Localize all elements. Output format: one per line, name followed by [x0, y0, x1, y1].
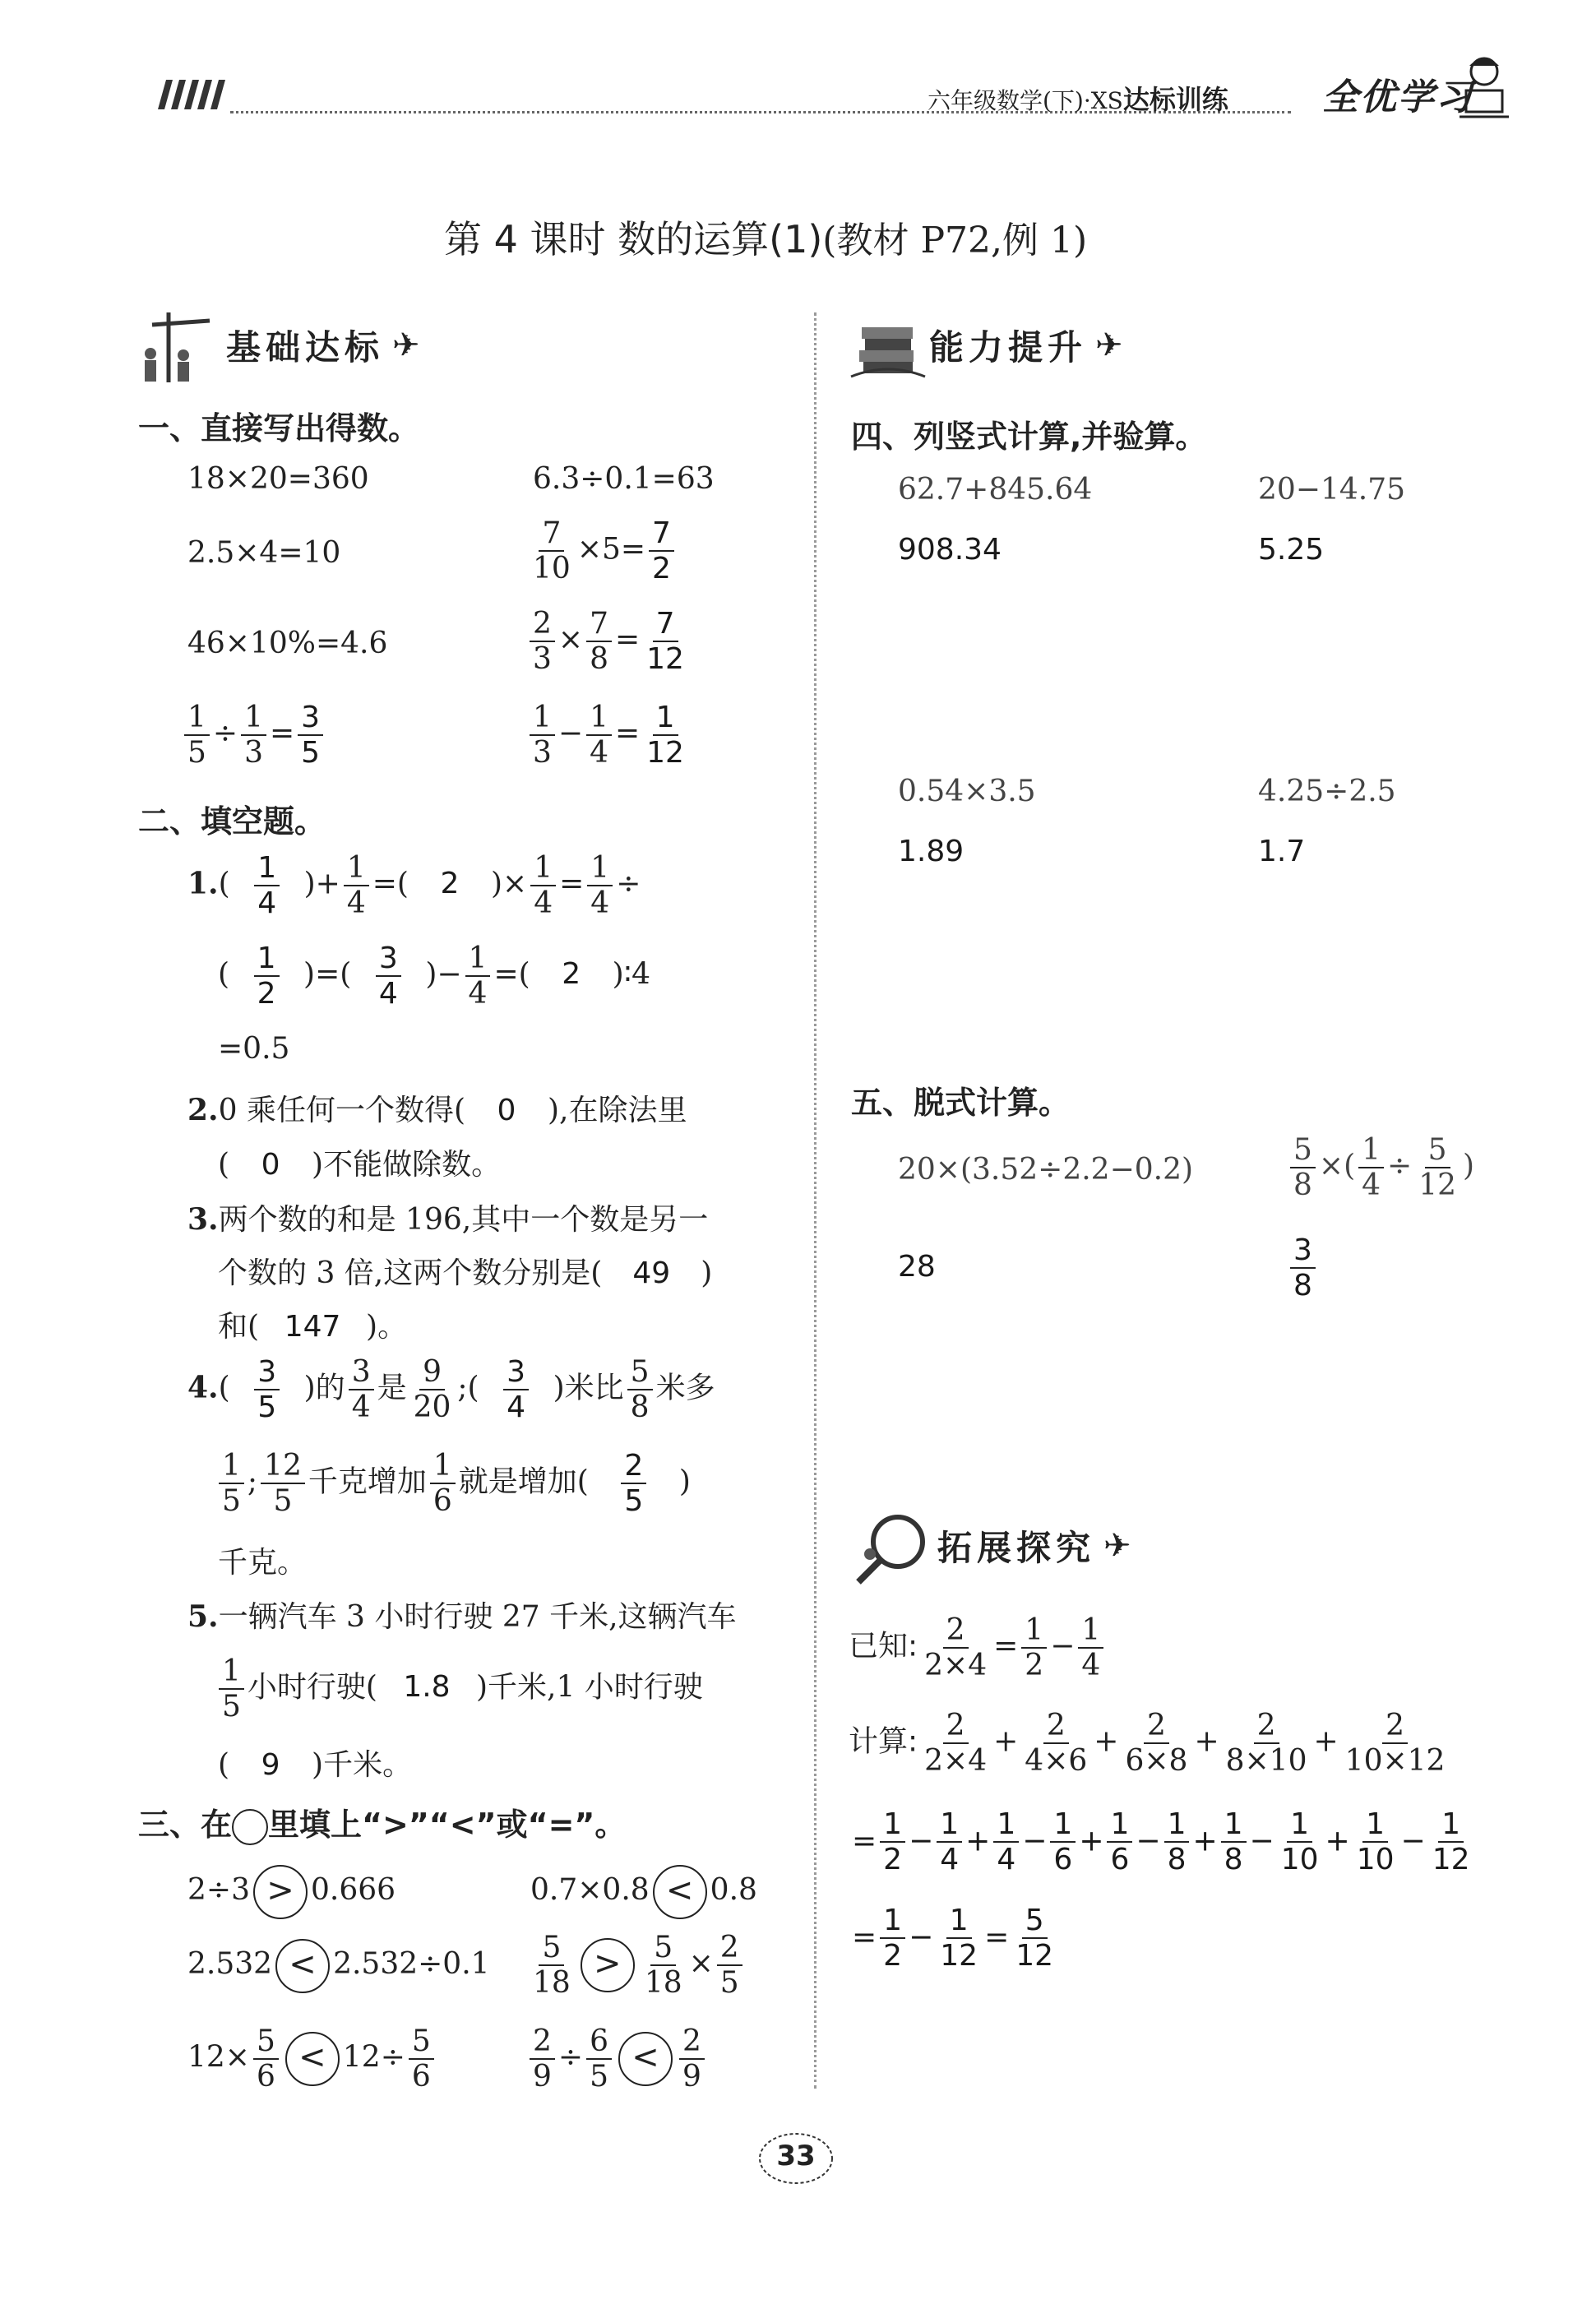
q4-p2: 20−14.75 [1258, 473, 1406, 507]
q4-a1: 908.34 [898, 533, 1002, 567]
header-subtitle: 六年级数学(下)·XS达标训练 [928, 84, 1228, 115]
q2-item1-line3: =0.5 [218, 1032, 290, 1066]
q1-r2a: 2.5×4=10 [187, 536, 341, 570]
lesson-title: 第 4 课时 数的运算(1)(教材 P72,例 1) [444, 217, 1088, 261]
q2-item5-line1: 5.一辆汽车 3 小时行驶 27 千米,这辆汽车 [187, 1599, 737, 1634]
q4-p3: 0.54×3.5 [898, 775, 1036, 808]
ext-calc: 计算: $\frac{2}{2\times 4}$ + $\frac{2}{4\times 6}$ + $\frac{2}{6\times 8}$ + $\frac{2}{8\times 10}$ + $\frac{2}{10\times 12}$ [849, 1709, 1446, 1779]
section-extend-header: 拓展探究 ✈ [847, 1505, 1131, 1587]
q1-r1a: 18×20=360 [187, 462, 369, 496]
q4-p4: 4.25÷2.5 [1258, 775, 1396, 808]
magnifier-icon [847, 1505, 937, 1587]
q2-item4-line2: $\frac{1}{5}$ ; $\frac{12}{5}$ 千克增加 $\frac{1}{6}$ 就是增加( $\frac{2}{5}$ ) [215, 1449, 691, 1519]
header-stripes [148, 78, 230, 114]
q2-item2-line2: ( 0 )不能做除数。 [218, 1148, 502, 1182]
section-basic-header: 基础达标 ✈ [136, 304, 420, 386]
q2-item4-line3: 千克。 [218, 1546, 308, 1580]
q1-title: 一、直接写出得数。 [138, 410, 420, 446]
q1-r3a: 46×10%=4.6 [187, 627, 388, 660]
mascot-icon [1451, 51, 1517, 128]
q3-c2: 0.7×0.8 < 0.8 [530, 1865, 757, 1919]
signpost-icon [136, 304, 226, 386]
plane-icon: ✈ [1095, 326, 1123, 364]
q4-title: 四、列竖式计算,并验算。 [851, 419, 1207, 455]
q2-item2-line1: 2.0 乘任何一个数得( 0 ),在除法里 [187, 1093, 687, 1127]
q2-item1-line1: 1.( $\frac{1}{4}$ )+ $\frac{1}{4}$ =( 2 )× $\frac{1}{4}$ = $\frac{1}{4}$ ÷ [187, 851, 641, 921]
q1-r3b: $\frac{2}{3}$ × $\frac{7}{8}$ = $\frac{7}{12}$ [526, 607, 691, 677]
column-divider [814, 312, 817, 2089]
plane-icon: ✈ [392, 326, 420, 364]
q3-c3: 2.532 < 2.532÷0.1 [187, 1939, 490, 1993]
q2-item1-line2: ( $\frac{1}{2}$ )=( $\frac{3}{4}$ )− $\frac{1}{4}$ =( 2 )∶4 [218, 942, 650, 1011]
q1-r4b: $\frac{1}{3}$ − $\frac{1}{4}$ = $\frac{1}{12}$ [526, 701, 691, 770]
q1-r1b: 6.3÷0.1=63 [533, 462, 715, 496]
q5-a2: $\frac{3}{8}$ [1287, 1233, 1319, 1303]
q5-a1: 28 [898, 1250, 936, 1284]
q5-title: 五、脱式计算。 [851, 1085, 1071, 1121]
q3-c1: 2÷3 > 0.666 [187, 1865, 396, 1919]
section-ability-header: 能力提升 ✈ [847, 304, 1123, 386]
q3-c6: $\frac{2}{9}$ ÷ $\frac{6}{5}$ < $\frac{2}{9}$ [526, 2024, 708, 2094]
q3-c5: 12× $\frac{5}{6}$ < 12÷ $\frac{5}{6}$ [187, 2024, 437, 2094]
ext-known: 已知: $\frac{2}{2\times 4}$ = $\frac{1}{2}$ − $\frac{1}{4}$ [849, 1613, 1107, 1683]
q3-c4: $\frac{5}{18}$ > $\frac{5}{18}$ × $\frac{2}{5}$ [526, 1931, 746, 2001]
q5-p2: $\frac{5}{8}$ ×( $\frac{1}{4}$ ÷ $\frac{5}{12}$ ) [1287, 1133, 1474, 1203]
ext-result: = $\frac{1}{2}$ − $\frac{1}{12}$ = $\frac{5}{12}$ [852, 1904, 1054, 1973]
ext-step1: = $\frac{1}{2}$ − $\frac{1}{4}$ + $\frac{1}{4}$ − $\frac{1}{6}$ + $\frac{1}{6}$ − $\frac{1}{8}$ + $\frac{1}{8}$ − $\frac{1}{10}$ + $\frac{1}{10}$ − $\frac{1}{12}$ [852, 1807, 1470, 1877]
brand-logo: 全优学习 [1322, 76, 1473, 118]
page-number-badge [755, 2130, 837, 2187]
q2-item3-line1: 3.两个数的和是 196,其中一个数是另一 [187, 1202, 709, 1237]
q2-item3-line2: 个数的 3 倍,这两个数分别是( 49 ) [218, 1256, 713, 1290]
q2-title: 二、填空题。 [138, 803, 326, 840]
q4-a2: 5.25 [1258, 533, 1325, 567]
q1-r4a: $\frac{1}{5}$ ÷ $\frac{1}{3}$ = $\frac{3}{5}$ [181, 701, 326, 770]
q4-a4: 1.7 [1258, 835, 1306, 868]
q4-p1: 62.7+845.64 [898, 473, 1093, 507]
books-icon [847, 304, 929, 386]
q3-title: 三、在 里填上“>”“<”或“=”。 [138, 1799, 626, 1845]
page-number: 33 [776, 2140, 816, 2172]
q4-a3: 1.89 [898, 835, 965, 868]
q1-r2b: $\frac{7}{10}$ ×5= $\frac{7}{2}$ [526, 516, 678, 586]
q2-item4-line1: 4.( $\frac{3}{5}$ )的 $\frac{3}{4}$ 是 $\frac{9}{20}$ ;( $\frac{3}{4}$ )米比 $\frac{5}{8}$ 米多 [187, 1355, 715, 1425]
q2-item5-line3: ( 9 )千米。 [218, 1748, 413, 1782]
plane-icon: ✈ [1103, 1527, 1131, 1565]
q2-item5-line2: $\frac{1}{5}$ 小时行驶( 1.8 )千米,1 小时行驶 [215, 1654, 703, 1724]
q2-item3-line3: 和( 147 )。 [218, 1310, 408, 1344]
q5-p1: 20×(3.52÷2.2−0.2) [898, 1153, 1194, 1187]
